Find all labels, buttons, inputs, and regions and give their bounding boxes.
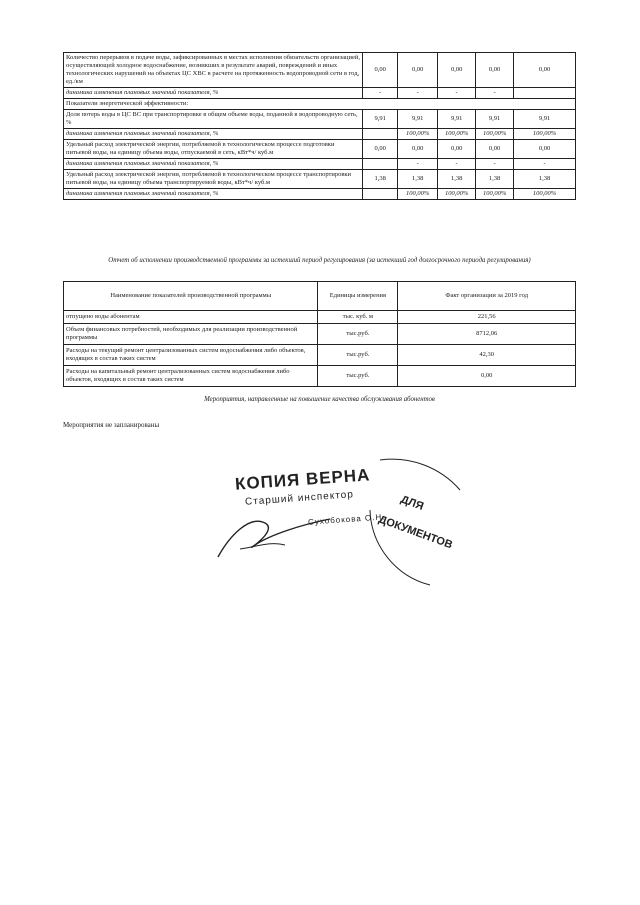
table-row bbox=[64, 159, 576, 170]
value-cell: - bbox=[514, 159, 576, 170]
unit-cell: тыс.руб. bbox=[318, 345, 398, 366]
name-cell: Расходы на текущий ремонт централизованных систем водоснабжения либо объектов, входящих в состав таких систем bbox=[64, 345, 318, 366]
name-cell: отпущено воды абонентам bbox=[64, 311, 318, 324]
value-cell: - bbox=[398, 88, 438, 99]
value-cell: 1,38 bbox=[398, 170, 438, 189]
value-cell: 1,38 bbox=[438, 170, 476, 189]
header-cell: Факт организации за 2019 год bbox=[398, 282, 576, 311]
table-row bbox=[64, 53, 576, 88]
value-cell: 0,00 bbox=[363, 140, 398, 159]
table-row bbox=[64, 129, 576, 140]
table-row bbox=[64, 345, 576, 366]
unit-cell: тыс.руб. bbox=[318, 366, 398, 387]
indicators-table bbox=[63, 52, 576, 200]
value-cell: - bbox=[476, 159, 514, 170]
value-cell: 1,38 bbox=[476, 170, 514, 189]
table-row bbox=[64, 189, 576, 200]
table-row bbox=[64, 88, 576, 99]
value-cell: 100,00% bbox=[398, 189, 438, 200]
value-cell bbox=[363, 159, 398, 170]
table-row bbox=[64, 311, 576, 324]
value-cell: 100,00% bbox=[398, 129, 438, 140]
value-cell: 100,00% bbox=[476, 129, 514, 140]
dynamics-label: динамика изменения плановых значений показателя, % bbox=[64, 189, 363, 200]
report-caption: Отчет об исполнении производственной программы за истекший период регулирования (за истекший год долгосрочного периода регулирования) bbox=[108, 257, 531, 264]
value-cell: 221,56 bbox=[398, 311, 576, 324]
value-cell: 0,00 bbox=[476, 53, 514, 88]
table-row bbox=[64, 110, 576, 129]
unit-cell: тыс.руб. bbox=[318, 324, 398, 345]
table-row bbox=[64, 140, 576, 159]
production-program-table bbox=[63, 281, 576, 387]
value-cell: 1,38 bbox=[363, 170, 398, 189]
table-row bbox=[64, 366, 576, 387]
value-cell bbox=[363, 129, 398, 140]
value-cell: - bbox=[438, 159, 476, 170]
stamp-role: Старший инспектор bbox=[244, 489, 355, 508]
table-header-row bbox=[64, 282, 576, 311]
table-row bbox=[64, 99, 576, 110]
dynamics-label: динамика изменения плановых значений показателя, % bbox=[64, 88, 363, 99]
table-row bbox=[64, 170, 576, 189]
indicator-label: Удельный расход электрической энергии, потребляемой в технологическом процессе подготовки питьевой воды, на единицу объема воды, отпускаемой в сеть, кВт*ч/ куб.м bbox=[64, 140, 363, 159]
header-cell: Наименование показателей производственной программы bbox=[64, 282, 318, 311]
name-cell: Расходы на капитальный ремонт централизованных систем водоснабжения либо объектов, входящих в состав таких систем bbox=[64, 366, 318, 387]
measures-caption: Мероприятия, направленные на повышение качества обслуживания абонентов bbox=[204, 396, 435, 403]
value-cell: 0,00 bbox=[514, 53, 576, 88]
seal-icon bbox=[360, 450, 470, 590]
indicator-label: Доля потерь воды в ЦС ВС при транспортировке в общем объеме воды, поданной в водопроводную сеть, % bbox=[64, 110, 363, 129]
table-row bbox=[64, 324, 576, 345]
value-cell bbox=[363, 189, 398, 200]
section-label: Показатели энергетической эффективности: bbox=[64, 99, 576, 110]
value-cell: 9,91 bbox=[438, 110, 476, 129]
signature-icon bbox=[210, 505, 340, 565]
dynamics-label: динамика изменения плановых значений показателя, % bbox=[64, 159, 363, 170]
stamp-name: Сухобокова О.Н. bbox=[307, 512, 386, 527]
measures-note: Мероприятия не запланированы bbox=[63, 421, 160, 429]
value-cell bbox=[514, 88, 576, 99]
value-cell: 100,00% bbox=[438, 129, 476, 140]
header-cell: Единицы измерения bbox=[318, 282, 398, 311]
indicator-label: Количество перерывов в подаче воды, зафиксированных в местах исполнения обязательств организацией, осуществляющей холодное водоснабжение, возникших в результате аварий, повреждений и иных технологических нарушений на объектах ЦС ХВС в расчете на протяженность водопроводной сети в год, ед./км bbox=[64, 53, 363, 88]
value-cell: - bbox=[476, 88, 514, 99]
value-cell: 42,30 bbox=[398, 345, 576, 366]
value-cell: 100,00% bbox=[438, 189, 476, 200]
value-cell: 0,00 bbox=[398, 366, 576, 387]
value-cell: 1,38 bbox=[514, 170, 576, 189]
value-cell: 100,00% bbox=[476, 189, 514, 200]
stamp-title: КОПИЯ ВЕРНА bbox=[234, 465, 371, 494]
value-cell: 9,91 bbox=[514, 110, 576, 129]
value-cell: - bbox=[363, 88, 398, 99]
value-cell: 0,00 bbox=[438, 53, 476, 88]
value-cell: 0,00 bbox=[476, 140, 514, 159]
value-cell: 0,00 bbox=[398, 140, 438, 159]
value-cell: 0,00 bbox=[438, 140, 476, 159]
unit-cell: тыс. куб. м bbox=[318, 311, 398, 324]
certification-stamp bbox=[190, 445, 480, 605]
value-cell: - bbox=[398, 159, 438, 170]
value-cell: 0,00 bbox=[363, 53, 398, 88]
value-cell: 9,91 bbox=[398, 110, 438, 129]
svg-text:ДОКУМЕНТОВ: ДОКУМЕНТОВ bbox=[376, 513, 455, 552]
value-cell: 9,91 bbox=[476, 110, 514, 129]
value-cell: 100,00% bbox=[514, 129, 576, 140]
value-cell: 8712,06 bbox=[398, 324, 576, 345]
indicator-label: Удельный расход электрической энергии, потребляемой в технологическом процессе транспортировки питьевой воды, на единицу объема транспортируемой воды, кВт*ч/ куб.м bbox=[64, 170, 363, 189]
dynamics-label: динамика изменения плановых значений показателя, % bbox=[64, 129, 363, 140]
value-cell: 0,00 bbox=[398, 53, 438, 88]
value-cell: - bbox=[438, 88, 476, 99]
name-cell: Объем финансовых потребностей, необходимых для реализации производственной программы bbox=[64, 324, 318, 345]
value-cell: 0,00 bbox=[514, 140, 576, 159]
value-cell: 100,00% bbox=[514, 189, 576, 200]
value-cell: 9,91 bbox=[363, 110, 398, 129]
svg-text:ДЛЯ: ДЛЯ bbox=[398, 493, 426, 513]
